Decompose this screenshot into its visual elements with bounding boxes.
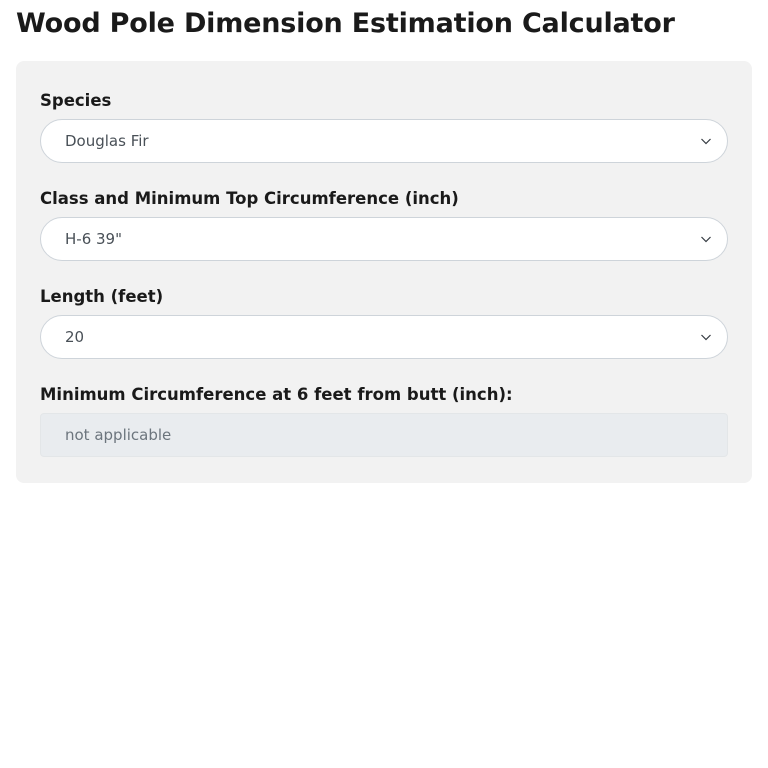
calculator-card [16,61,752,483]
result-label: Minimum Circumference at 6 feet from butt (inch): [40,385,513,404]
class-label: Class and Minimum Top Circumference (inch) [40,189,459,208]
result-value: not applicable [40,413,728,457]
species-select-wrap [40,119,728,163]
class-select[interactable] [40,217,728,261]
species-select[interactable] [40,119,728,163]
page-title: Wood Pole Dimension Estimation Calculator [16,8,675,39]
length-select-wrap [40,315,728,359]
length-select[interactable] [40,315,728,359]
length-label: Length (feet) [40,287,164,306]
species-label: Species [40,91,112,110]
class-select-wrap [40,217,728,261]
